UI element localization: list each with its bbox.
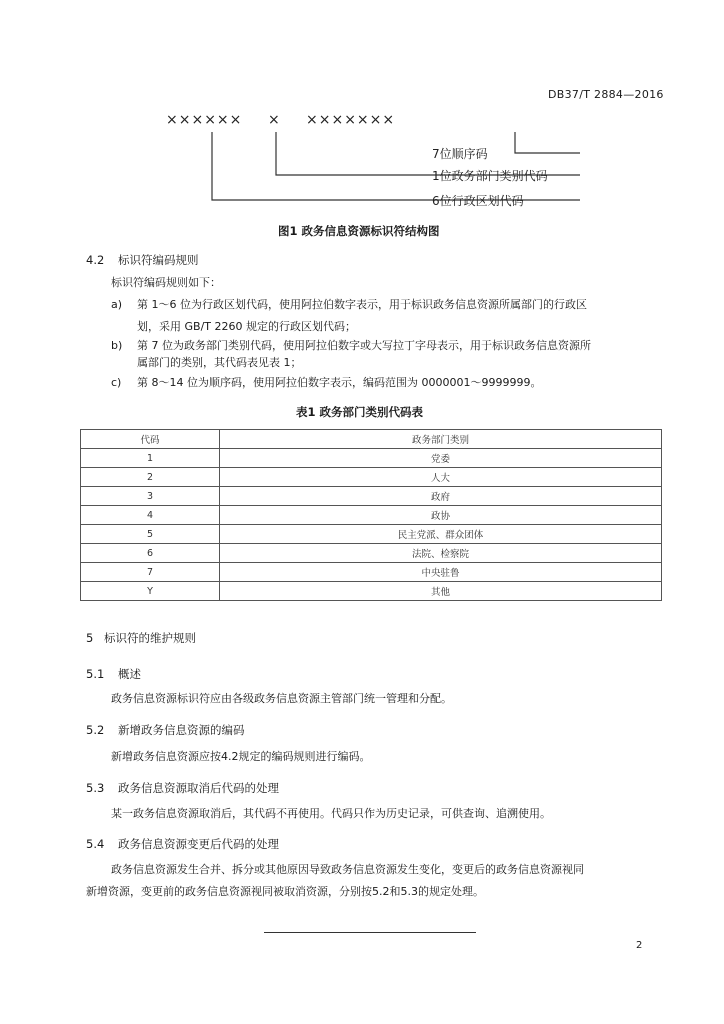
column-header-category: 政务部门类别: [220, 430, 662, 449]
list-text-line2: 属部门的类别，其代码表见表 1；: [137, 356, 302, 369]
list-text-line1: 第 1～6 位为行政区划代码，使用阿拉伯数字表示，用于标识政务信息资源所属部门的行政区: [137, 298, 587, 311]
section-title: 政务信息资源取消后代码的处理: [118, 781, 279, 795]
page-number: 2: [636, 940, 643, 951]
cell-category: 政府: [220, 487, 662, 506]
dept-category-table: [80, 429, 662, 601]
label-region-code: 6位行政区划代码: [432, 194, 524, 208]
section-number: 4.2: [86, 253, 105, 267]
table-row: [81, 487, 662, 506]
cell-code: 7: [81, 563, 220, 582]
section-title: 概述: [118, 667, 141, 681]
table-row: [81, 525, 662, 544]
section-title: 政务信息资源变更后代码的处理: [118, 837, 279, 851]
table-header-row: [81, 430, 662, 449]
table-caption: 表1 政务部门类别代码表: [296, 405, 424, 419]
table-row: [81, 544, 662, 563]
label-dept-code: 1位政务部门类别代码: [432, 169, 548, 183]
section-5-1-text: 政务信息资源标识符应由各级政务信息资源主管部门统一管理和分配。: [111, 692, 452, 705]
section-number: 5.4: [86, 837, 105, 851]
cell-category: 法院、检察院: [220, 544, 662, 563]
cell-code: Y: [81, 582, 220, 601]
cell-code: 2: [81, 468, 220, 487]
section-heading-4-2: [86, 252, 199, 268]
cell-code: 1: [81, 449, 220, 468]
section-number: 5.2: [86, 723, 105, 737]
cell-category: 其他: [220, 582, 662, 601]
table-row: [81, 582, 662, 601]
section-number: 5.1: [86, 667, 105, 681]
list-marker: c): [111, 376, 122, 389]
section-heading-5-1: [86, 666, 141, 682]
region-code-placeholder: ××××××: [166, 112, 243, 128]
cell-code: 6: [81, 544, 220, 563]
cell-category: 党委: [220, 449, 662, 468]
section-heading-5: [86, 630, 196, 646]
section-5-4-text-line2: 新增资源，变更前的政务信息资源视同被取消资源，分别按5.2和5.3的规定处理。: [86, 885, 484, 898]
section-title: 新增政务信息资源的编码: [118, 723, 245, 737]
section-number: 5: [86, 631, 94, 645]
footer-divider: [264, 932, 476, 933]
cell-category: 民主党派、群众团体: [220, 525, 662, 544]
cell-category: 人大: [220, 468, 662, 487]
section-5-3-text: 某一政务信息资源取消后，其代码不再使用。代码只作为历史记录，可供查询、追溯使用。: [111, 807, 551, 820]
section-intro: 标识符编码规则如下：: [111, 276, 221, 289]
list-marker: b): [111, 339, 123, 352]
table-row: [81, 468, 662, 487]
list-text-line1: 第 8～14 位为顺序码，使用阿拉伯数字表示，编码范围为 0000001～9999999。: [137, 376, 542, 389]
cell-code: 5: [81, 525, 220, 544]
cell-category: 政协: [220, 506, 662, 525]
section-title: 标识符编码规则: [118, 253, 199, 267]
identifier-structure-diagram: [160, 112, 580, 212]
list-text-line2: 划，采用 GB/T 2260 规定的行政区划代码；: [137, 320, 356, 333]
list-marker: a): [111, 298, 123, 311]
table-row: [81, 563, 662, 582]
sequence-code-placeholder: ×××××××: [306, 112, 396, 128]
section-5-2-text: 新增政务信息资源应按4.2规定的编码规则进行编码。: [111, 750, 371, 763]
column-header-code: 代码: [81, 430, 220, 449]
section-5-4-text-line1: 政务信息资源发生合并、拆分或其他原因导致政务信息资源发生变化，变更后的政务信息资源视同: [111, 863, 584, 876]
label-sequence-code: 7位顺序码: [432, 147, 488, 161]
table-row: [81, 449, 662, 468]
section-title: 标识符的维护规则: [104, 631, 196, 645]
list-text-line1: 第 7 位为政务部门类别代码，使用阿拉伯数字或大写拉丁字母表示，用于标识政务信息资源所: [137, 339, 591, 352]
dept-code-placeholder: ×: [268, 112, 281, 128]
section-number: 5.3: [86, 781, 105, 795]
section-heading-5-4: [86, 836, 279, 852]
figure-caption: 图1 政务信息资源标识符结构图: [278, 224, 440, 238]
section-heading-5-2: [86, 722, 245, 738]
cell-category: 中央驻鲁: [220, 563, 662, 582]
standard-number: DB37/T 2884—2016: [548, 88, 664, 101]
cell-code: 4: [81, 506, 220, 525]
cell-code: 3: [81, 487, 220, 506]
section-heading-5-3: [86, 780, 279, 796]
table-row: [81, 506, 662, 525]
